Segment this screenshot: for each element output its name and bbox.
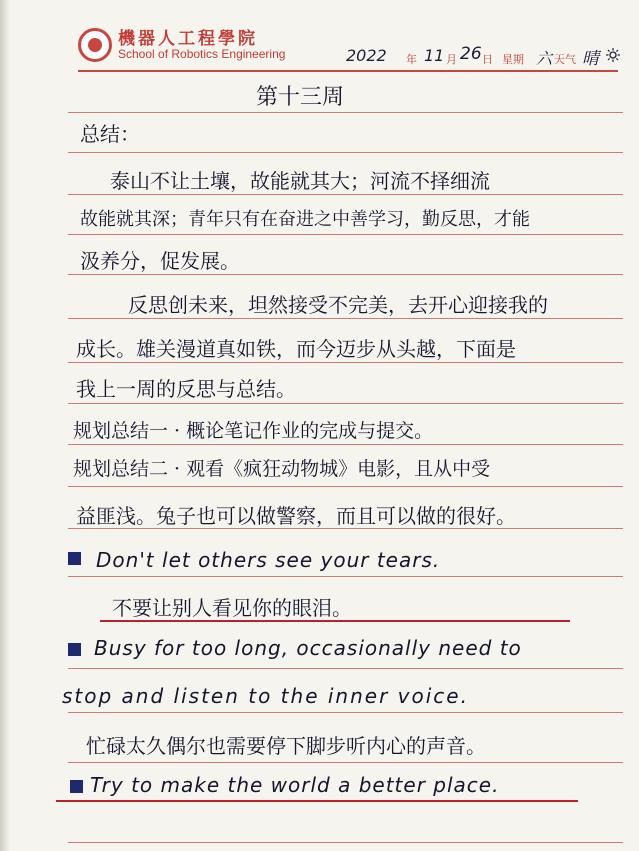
ruled-line — [68, 576, 623, 577]
square-bullet-icon — [68, 643, 81, 656]
paragraph-line: 我上一周的反思与总结。 — [76, 377, 296, 401]
label-month: 月 — [446, 53, 457, 66]
label-day: 日 — [482, 53, 493, 66]
school-name-en: School of Robotics Engineering — [118, 47, 286, 61]
red-underline — [56, 800, 578, 802]
label-weather: 天气 — [554, 53, 576, 66]
date-day: 26 — [460, 44, 482, 64]
paragraph-line: 成长。雄关漫道真如铁，而今迈步从头越，下面是 — [76, 337, 516, 361]
paragraph-line: 汲养分，促发展。 — [80, 249, 240, 273]
quote-2-cn: 忙碌太久偶尔也需要停下脚步听内心的声音。 — [86, 734, 486, 758]
ruled-line — [68, 842, 623, 843]
quote-3-en: Try to make the world a better place. — [90, 773, 500, 797]
ruled-line — [68, 362, 623, 363]
school-name-cn: 機器人工程學院 — [118, 29, 258, 49]
ruled-line — [68, 112, 623, 113]
paragraph-line: 反思创未来，坦然接受不完美，去开心迎接我的 — [128, 293, 548, 317]
quote-2-en-line1: Busy for too long, occasionally need to — [94, 636, 522, 660]
plan-summary-2-cont: 益匪浅。兔子也可以做警察，而且可以做的很好。 — [76, 504, 516, 528]
ruled-line — [68, 318, 623, 319]
ruled-line — [68, 403, 623, 404]
date-month: 11 — [424, 46, 445, 65]
sun-icon — [606, 48, 620, 62]
weekday-value: 六 — [536, 49, 553, 68]
paragraph-line: 泰山不让土壤，故能就其大；河流不择细流 — [110, 169, 490, 193]
quote-2-en-line2: stop and listen to the inner voice. — [62, 684, 469, 708]
summary-label: 总结： — [80, 122, 140, 146]
ruled-line — [68, 762, 623, 763]
quote-1-en: Don't let others see your tears. — [96, 548, 441, 572]
square-bullet-icon — [68, 552, 81, 565]
label-weekday: 星期 — [502, 53, 524, 66]
ruled-line — [68, 712, 623, 713]
plan-summary-1: 规划总结一 · 概论笔记作业的完成与提交。 — [73, 420, 434, 442]
label-year: 年 — [406, 53, 417, 66]
quote-1-cn: 不要让别人看见你的眼泪。 — [112, 596, 352, 620]
ruled-line — [68, 444, 623, 445]
red-underline — [100, 620, 570, 622]
page-title: 第十三周 — [256, 85, 345, 110]
ruled-line — [68, 234, 623, 235]
ruled-line — [68, 152, 623, 153]
ruled-line — [68, 274, 623, 275]
paragraph-line: 故能就其深；青年只有在奋进之中善学习，勤反思，才能 — [80, 209, 530, 230]
plan-summary-2: 规划总结二 · 观看《疯狂动物城》电影，且从中受 — [73, 458, 491, 480]
school-logo-icon — [78, 28, 112, 62]
header-divider — [78, 70, 618, 72]
date-year: 2022 — [346, 46, 387, 65]
notebook-page — [8, 0, 639, 851]
weather-value: 晴 — [582, 49, 599, 69]
ruled-line — [68, 194, 623, 195]
ruled-line — [68, 486, 623, 487]
square-bullet-icon — [70, 780, 83, 793]
ruled-line — [68, 668, 623, 669]
